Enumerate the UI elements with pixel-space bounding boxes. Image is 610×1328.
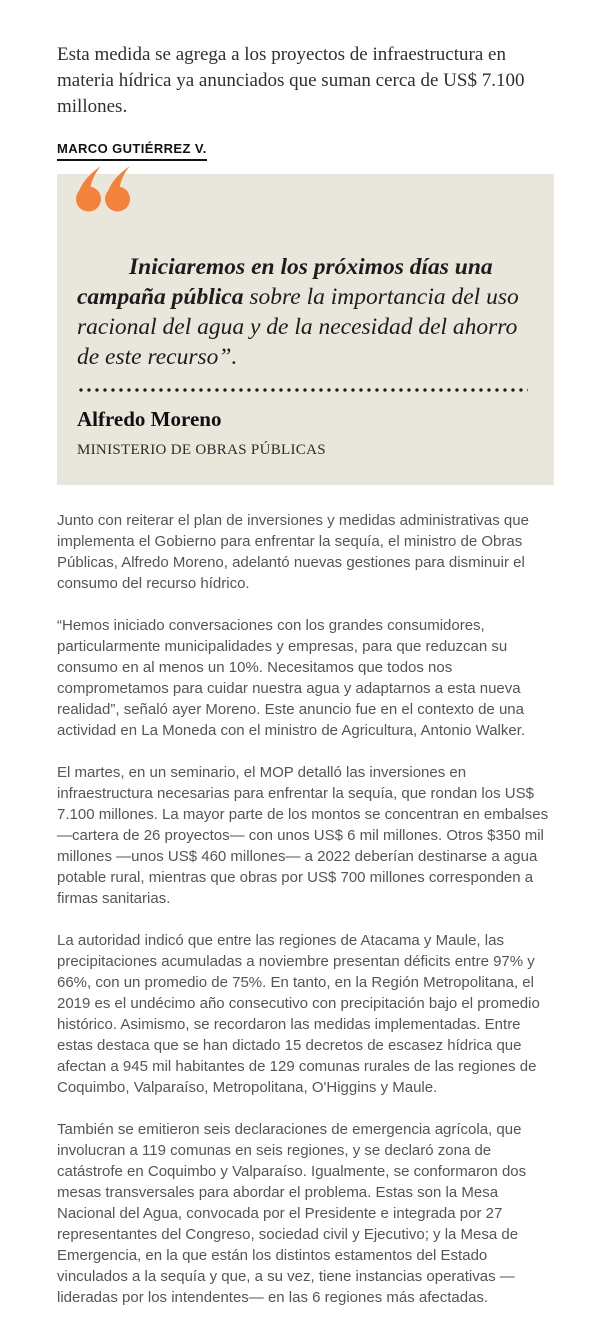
pull-quote-card bbox=[57, 174, 554, 485]
article-body bbox=[57, 510, 557, 1308]
dotted-separator bbox=[77, 388, 528, 392]
body-paragraph: Junto con reiterar el plan de inversiones y medidas administrativas que implementa el Gobierno para enfrentar la sequía, el ministro de Obras Públicas, Alfredo Moreno, adelantó nuevas gestiones para disminuir el consumo del recurso hídrico. bbox=[57, 512, 529, 592]
pull-quote-text bbox=[77, 252, 528, 372]
body-paragraph: La autoridad indicó que entre las regiones de Atacama y Maule, las precipitaciones acumuladas a noviembre presentan déficits entre 97% y 66%, con un promedio de 75%. En tanto, en la Región Metropolitana, el 2019 es el undécimo año consecutivo con precipitación bajo el promedio histórico. Asimismo, se recordaron las medidas implementadas. Entre estas destaca que se han dictado 15 decretos de escasez hídrica que afectan a 945 mil habitantes de 129 comunas rurales de las regiones de Coquimbo, Valparaíso, Metropolitana, O'Higgins y Maule. bbox=[57, 932, 540, 1096]
quote-rest: sobre la importancia del uso racional del agua y de la necesidad del ahorro de este recurso”. bbox=[77, 284, 519, 370]
quote-author-name: Alfredo Moreno bbox=[77, 407, 222, 431]
quote-highlight: Iniciaremos en los próximos días una campaña pública bbox=[77, 254, 493, 310]
body-paragraph: También se emitieron seis declaraciones de emergencia agrícola, que involucran a 119 comunas en seis regiones, y se declaró zona de catástrofe en Coquimbo y Valparaíso. Igualmente, se conformaron dos mesas transversales para abordar el problema. Estas son la Mesa Nacional del Agua, convocada por el Presidente e integrada por 27 representantes del Congreso, sociedad civil y Ejecutivo; y la Mesa de Emergencia, en la que están los distintos estamentos del Estado vinculados a la sequía y que, a su vez, tiene instancias operativas —lideradas por los intendentes— en las 6 regiones más afectadas. bbox=[57, 1121, 527, 1306]
body-paragraph: El martes, en un seminario, el MOP detalló las inversiones en infraestructura necesarias para enfrentar la sequía, que rondan los US$ 7.100 millones. La mayor parte de los montos se concentran en embalses —cartera de 26 proyectos— con unos US$ 6 mil millones. Otros $350 mil millones —unos US$ 460 millones— a 2022 deberían destinarse a agua potable rural, mientras que obras por US$ 700 millones corresponden a firmas sanitarias. bbox=[57, 764, 549, 907]
body-paragraph: “Hemos iniciado conversaciones con los grandes consumidores, particularmente municipalidades y empresas, para que reduzcan su consumo en al menos un 10%. Necesitamos que todos nos comprometamos para cuidar nuestra agua y adaptarnos a esta nueva realidad”, señaló ayer Moreno. Este anuncio fue en el contexto de una actividad en La Moneda con el ministro de Agricultura, Antonio Walker. bbox=[57, 617, 526, 739]
author-byline: MARCO GUTIÉRREZ V. bbox=[57, 141, 207, 161]
intro-paragraph: Esta medida se agrega a los proyectos de infraestructura en materia hídrica ya anunciados que suman cerca de US$ 7.100 millones. bbox=[57, 44, 525, 117]
quote-author-affiliation: MINISTERIO DE OBRAS PÚBLICAS bbox=[77, 442, 326, 458]
open-quote-icon bbox=[76, 166, 132, 212]
